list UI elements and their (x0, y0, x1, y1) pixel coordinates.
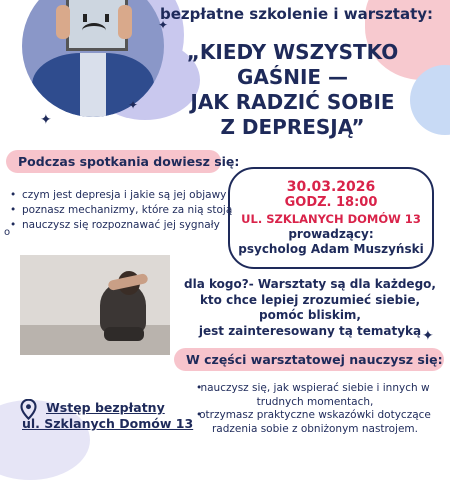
host-name: psycholog Adam Muszyński (238, 242, 424, 256)
workshop-heading: W części warsztatowej nauczysz się: (174, 348, 444, 371)
title-line: GAŚNIE — (236, 65, 349, 89)
sparkle-icon: ✦ (128, 98, 139, 112)
meeting-topics-list (10, 188, 232, 233)
photo-sad-person (20, 255, 170, 355)
list-item: • poznasz mechanizmy, które za nią stoją (10, 203, 232, 218)
entry-address: ul. Szklanych Domów 13 (22, 416, 194, 431)
stray-bullet: o (4, 227, 11, 238)
audience-description (175, 277, 445, 339)
event-address: UL. SZKLANYCH DOMÓW 13 (241, 212, 421, 226)
title-line: Z DEPRESJĄ” (220, 115, 365, 139)
sparkle-icon: ✦ (158, 18, 169, 32)
event-time: GODZ. 18:00 (284, 195, 378, 210)
audience-line: kto chce lepiej zrozumieć siebie, (199, 292, 421, 307)
title-line: JAK RADZIĆ SOBIE (190, 90, 395, 114)
event-details-box (228, 167, 434, 269)
list-item: • nauczysz się rozpoznawać jej sygnały (10, 218, 232, 233)
audience-line: dla kogo?- Warsztaty są dla każdego, (184, 277, 436, 291)
photo-man-with-sad-face-card (22, 0, 164, 117)
event-subtitle: bezpłatne szkolenie i warsztaty: (160, 5, 434, 23)
sparkle-icon: ✦ (422, 328, 434, 344)
workshop-topics-list (190, 382, 440, 436)
audience-line: pomóc bliskim, (259, 308, 361, 322)
meeting-heading: Podczas spotkania dowiesz się: (6, 150, 221, 173)
page-title (160, 40, 425, 140)
list-item: • czym jest depresja i jakie są jej objawy (10, 188, 232, 203)
host-label: prowadzący: (288, 227, 374, 241)
free-entry-label: Wstęp bezpłatny (46, 400, 165, 415)
event-date: 30.03.2026 (286, 179, 376, 195)
title-line: „KIEDY WSZYSTKO (186, 40, 399, 64)
list-item: • otrzymasz praktyczne wskazówki dotyczące radzenia sobie z obniżonym nastrojem. (190, 409, 440, 436)
list-item: • nauczysz się, jak wspierać siebie i innych w trudnych momentach, (190, 382, 440, 409)
audience-line: jest zainteresowany tą tematyką (198, 323, 422, 338)
sparkle-icon: ✦ (40, 112, 52, 128)
